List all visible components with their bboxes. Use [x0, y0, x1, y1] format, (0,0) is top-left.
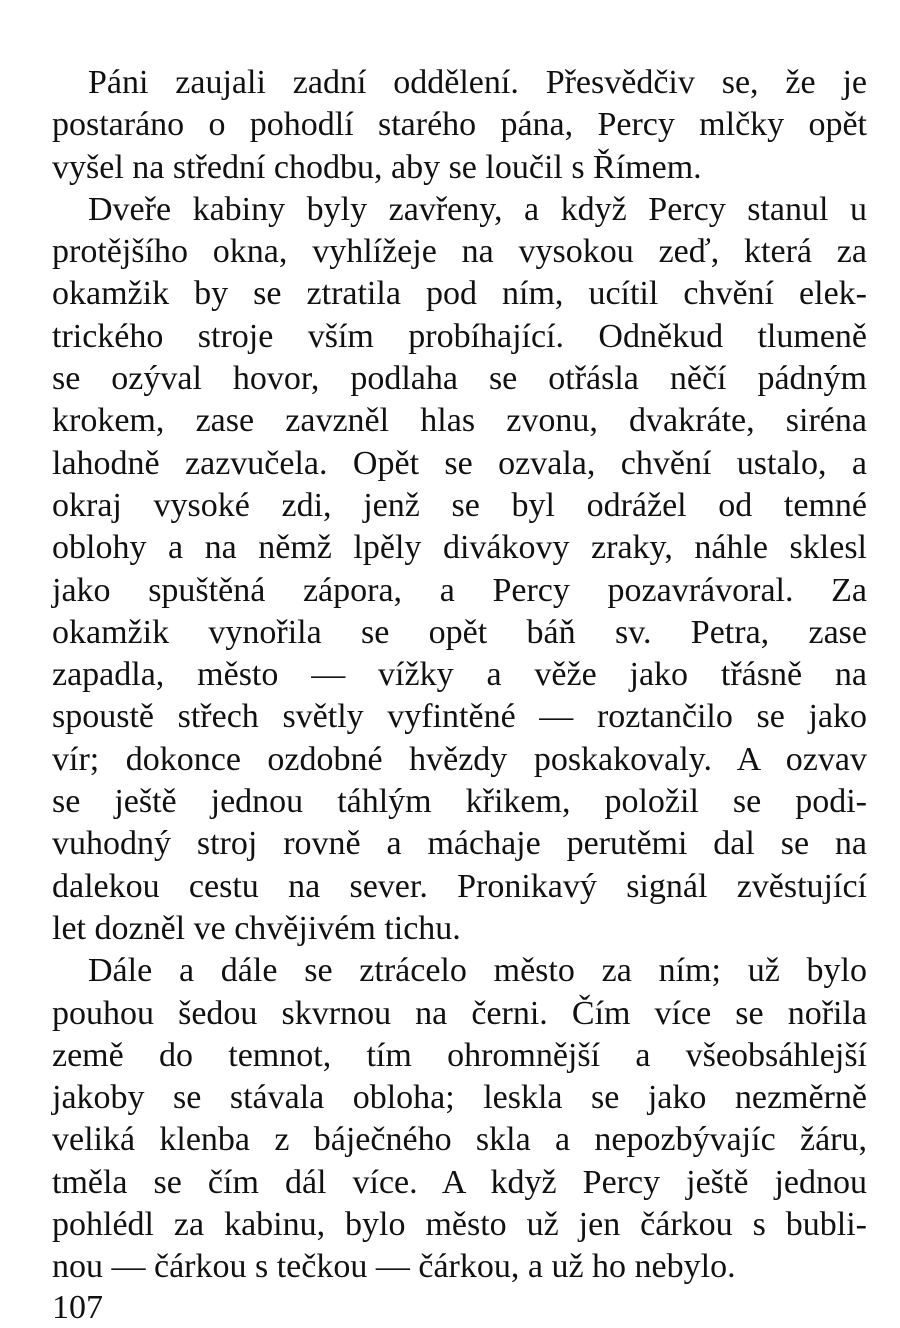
text-line: tměla se čím dál více. A když Percy ještě jednou	[52, 1163, 867, 1201]
paragraph-2	[52, 189, 867, 950]
body-text	[52, 62, 867, 1289]
text-line: okraj vysoké zdi, jenž se byl odrážel od temné	[52, 486, 867, 524]
text-line: okamžik by se ztratila pod ním, ucítil chvění elek-	[52, 275, 867, 313]
text-line: let dozněl ve chvějivém tichu.	[52, 909, 461, 947]
paragraph-1	[52, 62, 867, 189]
text-line: jakoby se stávala obloha; leskla se jako nezměrně	[52, 1079, 867, 1117]
text-line: Dále a dále se ztrácelo město za ním; už bylo	[88, 952, 867, 990]
text-line: trického stroje vším probíhající. Odněkud tlumeně	[52, 317, 867, 355]
text-line: dalekou cestu na sever. Pronikavý signál zvěstující	[52, 867, 867, 905]
text-line: vuhodný stroj rovně a máchaje perutěmi dal se na	[52, 825, 867, 863]
text-line: jako spuštěná zápora, a Percy pozavrávoral. Za	[52, 571, 867, 609]
text-line: protějšího okna, vyhlížeje na vysokou zeď, která za	[52, 233, 867, 271]
text-line: země do temnot, tím ohromnější a všeobsáhlejší	[52, 1036, 867, 1074]
page-number: 107	[52, 1289, 103, 1326]
paragraph-3	[52, 950, 867, 1288]
text-line: vír; dokonce ozdobné hvězdy poskakovaly. A ozvav	[52, 740, 867, 778]
text-line: nou — čárkou s tečkou — čárkou, a už ho nebylo.	[52, 1248, 736, 1286]
text-line: lahodně zazvučela. Opět se ozvala, chvění ustalo, a	[52, 444, 867, 482]
text-line: Páni zaujali zadní oddělení. Přesvědčiv se, že je	[88, 64, 867, 101]
text-line: okamžik vynořila se opět báň sv. Petra, zase	[52, 613, 867, 651]
text-line: se ještě jednou táhlým křikem, položil se podi-	[52, 783, 867, 821]
text-line: pohlédl za kabinu, bylo město už jen čárkou s bubli-	[52, 1206, 867, 1244]
text-line: oblohy a na němž lpěly divákovy zraky, náhle sklesl	[52, 529, 867, 567]
text-line: se ozýval hovor, podlaha se otřásla něčí pádným	[52, 360, 867, 398]
text-line: vyšel na střední chodbu, aby se loučil s Římem.	[52, 148, 702, 186]
text-line: postaráno o pohodlí starého pána, Percy mlčky opět	[52, 106, 867, 144]
text-line: spoustě střech světly vyfintěné — roztančilo se jako	[52, 698, 867, 736]
text-line: krokem, zase zavzněl hlas zvonu, dvakráte, siréna	[52, 402, 867, 440]
text-line: veliká klenba z báječného skla a nepozbývajíc žáru,	[52, 1121, 867, 1159]
text-line: zapadla, město — vížky a věže jako třásně na	[52, 656, 867, 694]
text-line: Dveře kabiny byly zavřeny, a když Percy stanul u	[88, 190, 867, 228]
text-line: pouhou šedou skvrnou na černi. Čím více se nořila	[52, 994, 867, 1032]
